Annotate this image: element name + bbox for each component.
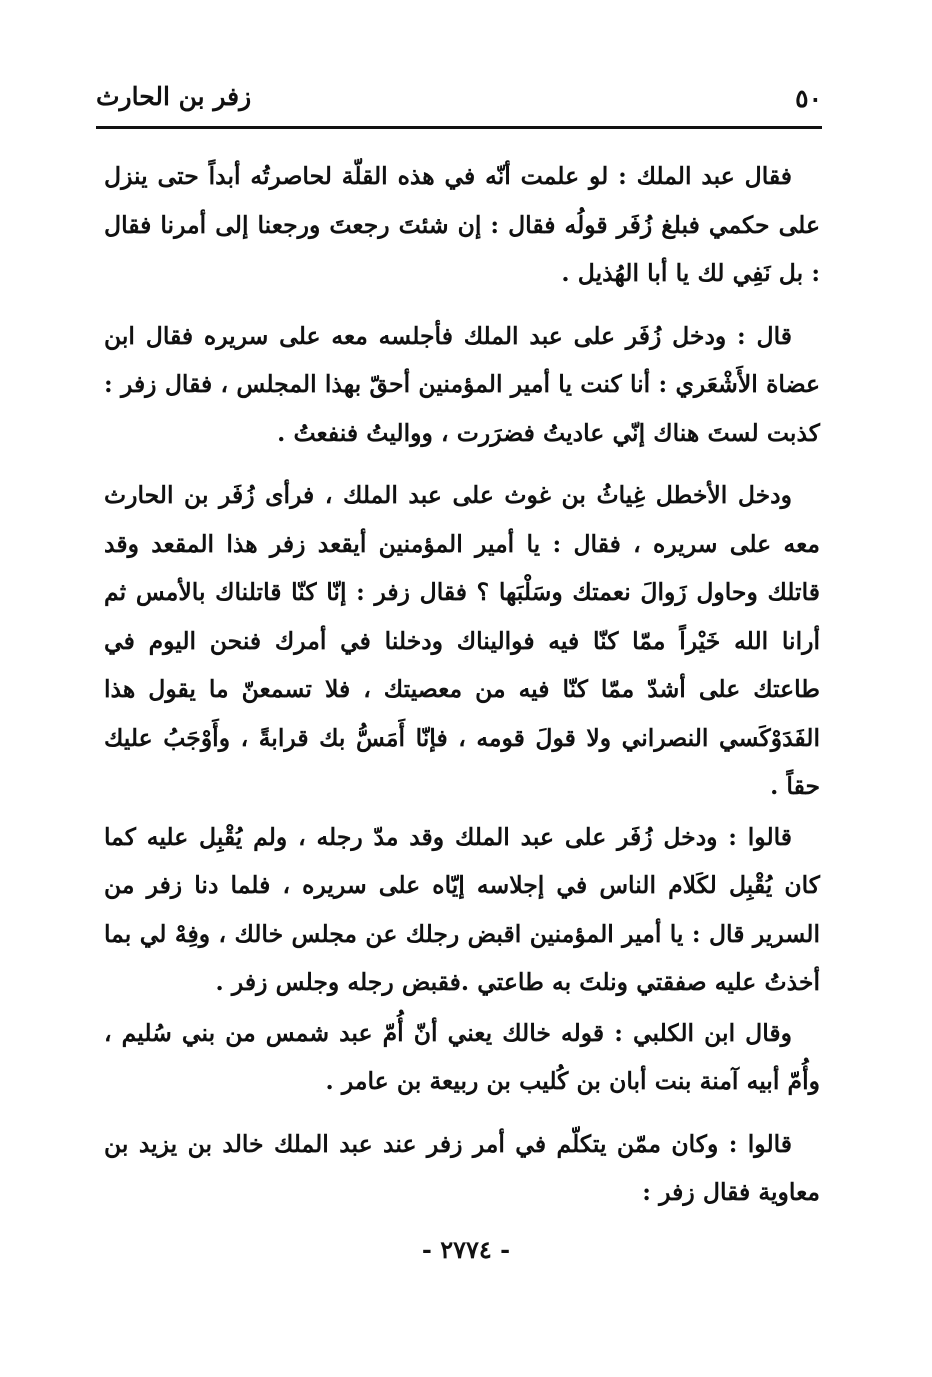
paragraph-4: قالوا : ودخل زُفَر على عبد الملك وقد مدّ رجله ، ولم يُقْبِل عليه كما كان يُقْبِل لكَلام الناس في إجلاسه إيّاه على سريره ، فلما دنا زفر من السرير قال : يا أمير المؤمنين اقبض رجلك عن مجلس خالك ، وفِهْ لي بما أخذتُ عليه صفقتي ونلتَ به طاعتي .فقبض رجله وجلس زفر .: [104, 822, 820, 996]
body-text: [104, 152, 820, 1231]
running-title: زفر بن الحارث: [96, 82, 252, 111]
paragraph-5: وقال ابن الكلبي : قوله خالك يعني أنّ أُمّ عبد شمس من بني سُليم ، وأُمّ أبيه آمنة بنت أبان بن كُليب بن ربيعة بن عامر .: [104, 1018, 820, 1095]
paragraph-6: قالوا : وكان ممّن يتكلّم في أمر زفر عند عبد الملك خالد بن يزيد بن معاوية فقال زفر :: [104, 1129, 820, 1206]
paragraph-2: قال : ودخل زُفَر على عبد الملك فأجلسه معه على سريره فقال ابن عضاة الأَشْعَري : أنا كنت يا أمير المؤمنين أحقّ بهذا المجلس ، فقال زفر : كذبت لستَ هناك إنّي عاديتُ فضرَرت ، وواليتُ فنفعتُ .: [104, 321, 820, 447]
page-header: [96, 78, 822, 129]
paragraph-3: ودخل الأخطل غِياثُ بن غوث على عبد الملك ، فرأى زُفَر بن الحارث معه على سريره ، فقال : يا أمير المؤمنين أيقعد زفر هذا المقعد وقد قاتلك وحاول زَوالَ نعمتك وسَلْبَها ؟ فقال زفر : إنّا كنّا قاتلناك بالأمس ثم أرانا الله خَيْراً ممّا كنّا فيه فواليناك ودخلنا في أمرك فنحن اليوم في طاعتك على أشدّ ممّا كنّا فيه من معصيتك ، فلا تسمعنّ ما يقول هذا الفَدَوْكَسي النصراني ولا قولَ قومه ، فإنّا أَمَسُّ بك قرابةً ، وأَوْجَبُ عليك حقاً .: [104, 481, 820, 800]
page-number: ٥٠: [795, 84, 822, 113]
folio-number: - ٢٧٧٤ -: [421, 1235, 511, 1264]
paragraph-1: فقال عبد الملك : لو علمت أنّه في هذه القلّة لحاصرتُه أبداً حتى ينزل على حكمي فبلغ زُفَر قولُه فقال : إن شئتَ رجعتَ ورجعنا إلى أمرنا فقال : بل نَفِي لك يا أبا الهُذيل .: [104, 162, 820, 287]
